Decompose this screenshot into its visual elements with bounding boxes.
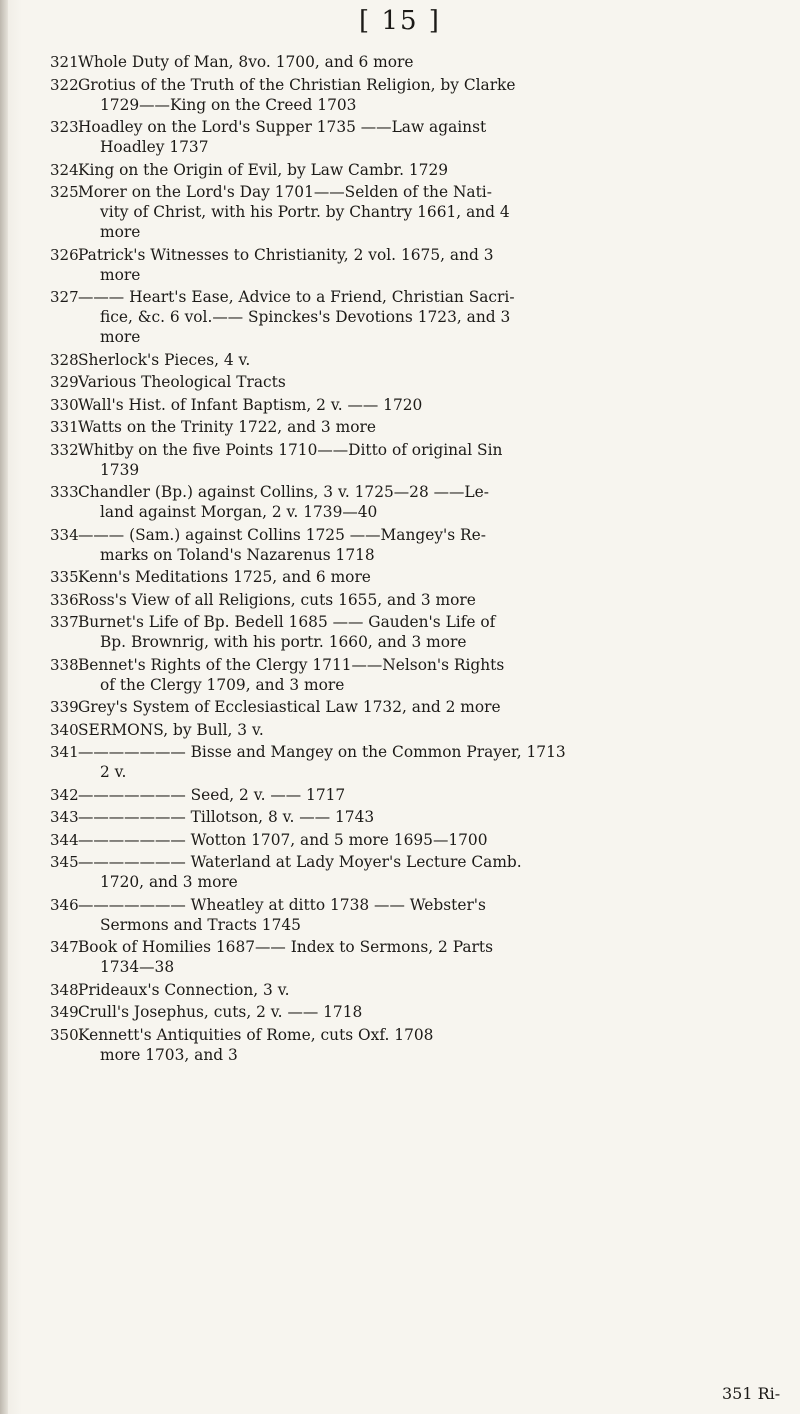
catalogue-entries [50, 52, 750, 1067]
binding-gutter [0, 0, 8, 1414]
catalogue-entry [50, 117, 750, 157]
catalogue-entry [50, 395, 750, 415]
entry-text [78, 182, 750, 242]
entry-text [78, 697, 750, 717]
entry-number: 349 [50, 1003, 79, 1021]
entry-text [78, 525, 750, 565]
entry-number: 327 [50, 288, 79, 306]
entry-continuation-line: land against Morgan, 2 v. 1739—40 [100, 503, 378, 521]
entry-line: Prideaux's Connection, 3 v. [78, 980, 290, 999]
entry-continuation-line: more [100, 265, 141, 284]
entry-line: Ross's View of all Religions, cuts 1655, and 3 more [78, 590, 476, 609]
entry-number: 331 [50, 418, 79, 436]
entry-number: 328 [50, 350, 79, 369]
entry-line: Crull's Josephus, cuts, 2 v. —— 1718 [78, 1003, 363, 1021]
catalogue-entry [50, 440, 750, 480]
entry-number: 347 [50, 938, 79, 956]
entry-continuation-line: more [100, 328, 141, 346]
entry-line: ——————— Wheatley at ditto 1738 —— Webster's [78, 895, 486, 914]
entry-continuation-line: Bp. Brownrig, with his portr. 1660, and 3 more [100, 633, 467, 651]
entry-text [78, 980, 750, 1000]
entry-line: Wall's Hist. of Infant Baptism, 2 v. —— 1720 [78, 395, 423, 414]
entry-text [78, 742, 750, 782]
entry-text [78, 830, 750, 850]
entry-line: Grotius of the Truth of the Christian Religion, by Clarke [78, 75, 516, 94]
entry-text [78, 417, 750, 437]
entry-text [78, 785, 750, 805]
entry-line: Kenn's Meditations 1725, and 6 more [78, 568, 371, 586]
entry-number: 342 [50, 785, 79, 804]
entry-text [78, 895, 750, 935]
entry-text [78, 245, 750, 285]
entry-text [78, 52, 750, 72]
entry-continuation-line: of the Clergy 1709, and 3 more [100, 675, 345, 694]
entry-line: ——————— Tillotson, 8 v. —— 1743 [78, 808, 375, 826]
catalogue-entry [50, 75, 750, 115]
entry-number: 350 [50, 1025, 79, 1044]
entry-line: ——————— Seed, 2 v. —— 1717 [78, 785, 346, 804]
entry-text [78, 567, 750, 587]
entry-continuation-line: fice, &c. 6 vol.—— Spinckes's Devotions 1723, and 3 [100, 308, 511, 326]
entry-text [78, 1002, 750, 1022]
catalogue-entry [50, 697, 750, 717]
entry-continuation-line: 1734—38 [100, 958, 175, 976]
entry-number: 339 [50, 698, 79, 716]
entry-line: Book of Homilies 1687—— Index to Sermons, 2 Parts [78, 938, 493, 956]
entry-number: 322 [50, 75, 79, 94]
catalogue-entry [50, 852, 750, 892]
catalogue-entry [50, 1025, 750, 1065]
catalogue-entry [50, 720, 750, 740]
catalogue-entry [50, 807, 750, 827]
entry-text [78, 160, 750, 180]
catalogue-entry [50, 417, 750, 437]
entry-line: ——————— Bisse and Mangey on the Common Prayer, 1713 [78, 743, 566, 761]
entry-continuation-line: more 1703, and 3 [100, 1045, 238, 1064]
catalogue-entry [50, 1002, 750, 1022]
entry-text [78, 807, 750, 827]
catalogue-entry [50, 482, 750, 522]
entry-line: ——— Heart's Ease, Advice to a Friend, Christian Sacri- [78, 288, 515, 306]
catalogue-entry [50, 52, 750, 72]
entry-continuation-line: marks on Toland's Nazarenus 1718 [100, 545, 375, 564]
entry-line: Hoadley on the Lord's Supper 1735 ——Law against [78, 118, 487, 136]
catalogue-entry [50, 742, 750, 782]
entry-number: 337 [50, 613, 79, 631]
entry-number: 335 [50, 568, 79, 586]
catalogue-entry [50, 350, 750, 370]
catalogue-entry [50, 612, 750, 652]
entry-text [78, 720, 750, 740]
entry-continuation-line: 1720, and 3 more [100, 873, 238, 891]
entry-continuation-line: more [100, 223, 141, 241]
entry-line: Whitby on the five Points 1710——Ditto of original Sin [78, 440, 503, 459]
entry-number: 336 [50, 590, 79, 609]
catalogue-entry [50, 245, 750, 285]
entry-continuation-line: Hoadley 1737 [100, 138, 209, 156]
entry-line: Chandler (Bp.) against Collins, 3 v. 1725—28 ——Le- [78, 483, 489, 501]
catchword: 351 Ri- [722, 1384, 781, 1403]
entry-number: 324 [50, 160, 79, 179]
catalogue-entry [50, 287, 750, 347]
entry-number: 345 [50, 853, 79, 871]
entry-text [78, 350, 750, 370]
entry-text [78, 395, 750, 415]
entry-line: SERMONS, by Bull, 3 v. [78, 720, 264, 739]
entry-line: King on the Origin of Evil, by Law Cambr. 1729 [78, 160, 449, 179]
entry-text [78, 287, 750, 347]
entry-number: 338 [50, 655, 79, 674]
catalogue-entry [50, 830, 750, 850]
entry-number: 321 [50, 53, 79, 71]
entry-number: 341 [50, 743, 79, 761]
entry-number: 334 [50, 525, 79, 544]
catalogue-entry [50, 590, 750, 610]
catalogue-entry [50, 980, 750, 1000]
entry-number: 323 [50, 118, 79, 136]
entry-line: Morer on the Lord's Day 1701——Selden of the Nati- [78, 183, 492, 201]
entry-number: 343 [50, 808, 79, 826]
entry-line: Sherlock's Pieces, 4 v. [78, 350, 251, 369]
entry-continuation-line: 2 v. [100, 763, 127, 781]
entry-text [78, 117, 750, 157]
entry-text [78, 75, 750, 115]
entry-text [78, 440, 750, 480]
entry-text [78, 482, 750, 522]
entry-text [78, 852, 750, 892]
entry-line: Burnet's Life of Bp. Bedell 1685 —— Gauden's Life of [78, 613, 496, 631]
catalogue-entry [50, 937, 750, 977]
catalogue-entry [50, 160, 750, 180]
entry-line: Patrick's Witnesses to Christianity, 2 vol. 1675, and 3 [78, 245, 494, 264]
entry-line: Kennett's Antiquities of Rome, cuts Oxf. 1708 [78, 1025, 434, 1044]
entry-line: ——————— Wotton 1707, and 5 more 1695—1700 [78, 830, 488, 849]
entry-number: 326 [50, 245, 79, 264]
catalogue-entry [50, 655, 750, 695]
entry-number: 348 [50, 980, 79, 999]
entry-continuation-line: 1729——King on the Creed 1703 [100, 95, 357, 114]
entry-continuation-line: vity of Christ, with his Portr. by Chantry 1661, and 4 [100, 203, 510, 221]
entry-text [78, 590, 750, 610]
catalogue-entry [50, 372, 750, 392]
entry-text [78, 612, 750, 652]
entry-number: 330 [50, 395, 79, 414]
catalogue-entry [50, 895, 750, 935]
entry-text [78, 1025, 750, 1065]
entry-continuation-line: Sermons and Tracts 1745 [100, 915, 301, 934]
entry-text [78, 655, 750, 695]
catalogue-entry [50, 785, 750, 805]
entry-number: 332 [50, 440, 79, 459]
entry-line: ——— (Sam.) against Collins 1725 ——Mangey's Re- [78, 525, 486, 544]
entry-line: Watts on the Trinity 1722, and 3 more [78, 418, 376, 436]
entry-number: 340 [50, 720, 79, 739]
entry-line: Grey's System of Ecclesiastical Law 1732, and 2 more [78, 698, 501, 716]
entry-number: 329 [50, 373, 79, 391]
entry-number: 325 [50, 183, 79, 201]
entry-number: 344 [50, 830, 79, 849]
catalogue-entry [50, 567, 750, 587]
catalogue-entry [50, 182, 750, 242]
entry-line: Whole Duty of Man, 8vo. 1700, and 6 more [78, 53, 414, 71]
entry-line: ——————— Waterland at Lady Moyer's Lecture Camb. [78, 853, 522, 871]
catalogue-entry [50, 525, 750, 565]
entry-number: 346 [50, 895, 79, 914]
entry-line: Various Theological Tracts [78, 373, 286, 391]
entry-number: 333 [50, 483, 79, 501]
entry-continuation-line: 1739 [100, 460, 140, 479]
entry-text [78, 372, 750, 392]
entry-line: Bennet's Rights of the Clergy 1711——Nelson's Rights [78, 655, 505, 674]
entry-text [78, 937, 750, 977]
page-number: [ 15 ] [359, 6, 441, 36]
